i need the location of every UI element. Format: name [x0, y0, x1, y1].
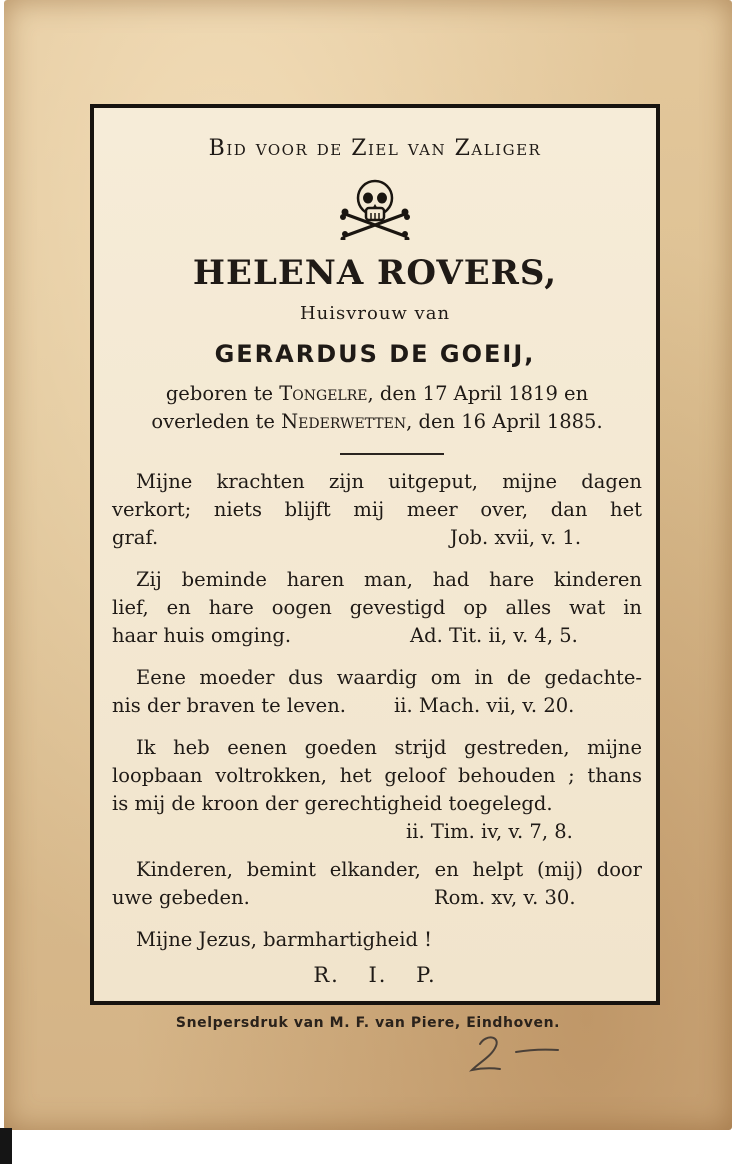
verse-line: Eene moeder dus waardig om in de gedachte-: [136, 666, 642, 689]
verse-line: nis der braven te leven.: [112, 694, 346, 717]
verse-line: Ik heb eenen goeden strijd gestreden, mijne: [136, 736, 642, 759]
scripture-reference: Ad. Tit. ii, v. 4, 5.: [410, 624, 578, 647]
husband-label: Huisvrouw van: [299, 303, 451, 324]
birth-line: [108, 382, 646, 405]
verse-line: loopbaan voltrokken, het geloof behouden ; thans: [112, 764, 642, 787]
verse-line: uwe gebeden.: [112, 886, 250, 909]
verse-line: lief, en hare oogen gevestigd op alles wat in: [112, 596, 642, 619]
verse-line: haar huis omging.: [112, 624, 292, 647]
handwritten-note: [466, 1030, 566, 1075]
birth-place: Tongelre: [279, 382, 368, 405]
skull-and-crossbones-icon: [340, 178, 410, 240]
verse-line: Mijne Jezus, barmhartigheid !: [136, 928, 432, 951]
death-prefix: overleden te: [151, 410, 282, 433]
verse-line: Zij beminde haren man, had hare kinderen: [136, 568, 642, 591]
card-heading: Bid voor de Ziel van Zaliger: [208, 136, 542, 161]
birth-date: , den 17 April 1819 en: [367, 382, 589, 405]
scripture-reference: Job. xvii, v. 1.: [450, 526, 582, 549]
scripture-reference: ii. Mach. vii, v. 20.: [394, 694, 575, 717]
verse-line: Kinderen, bemint elkander, en helpt (mij) door: [136, 858, 642, 881]
death-date: , den 16 April 1885.: [406, 410, 603, 433]
background-edge: [0, 1128, 12, 1164]
deceased-name: HELENA ROVERS,: [192, 253, 558, 293]
verse-line: graf.: [112, 526, 159, 549]
scripture-reference: Rom. xv, v. 30.: [434, 886, 576, 909]
divider: [340, 453, 444, 455]
verse-line: is mij de kroon der gerechtigheid toegelegd.: [112, 792, 553, 815]
birth-prefix: geboren te: [165, 382, 280, 405]
prayer-card: [4, 0, 732, 1130]
verse-line: verkort; niets blijft mij meer over, dan het: [112, 498, 642, 521]
scripture-reference: ii. Tim. iv, v. 7, 8.: [406, 820, 573, 843]
memorial-frame: [90, 104, 660, 1005]
printer-credit: Snelpersdruk van M. F. van Piere, Eindhoven.: [175, 1015, 561, 1031]
death-place: Nederwetten: [281, 410, 407, 433]
closing-rip: R. I. P.: [313, 963, 437, 987]
husband-name: GERARDUS DE GOEIJ,: [214, 340, 536, 368]
verse-line: Mijne krachten zijn uitgeput, mijne dagen: [136, 470, 642, 493]
death-line: [108, 410, 646, 433]
